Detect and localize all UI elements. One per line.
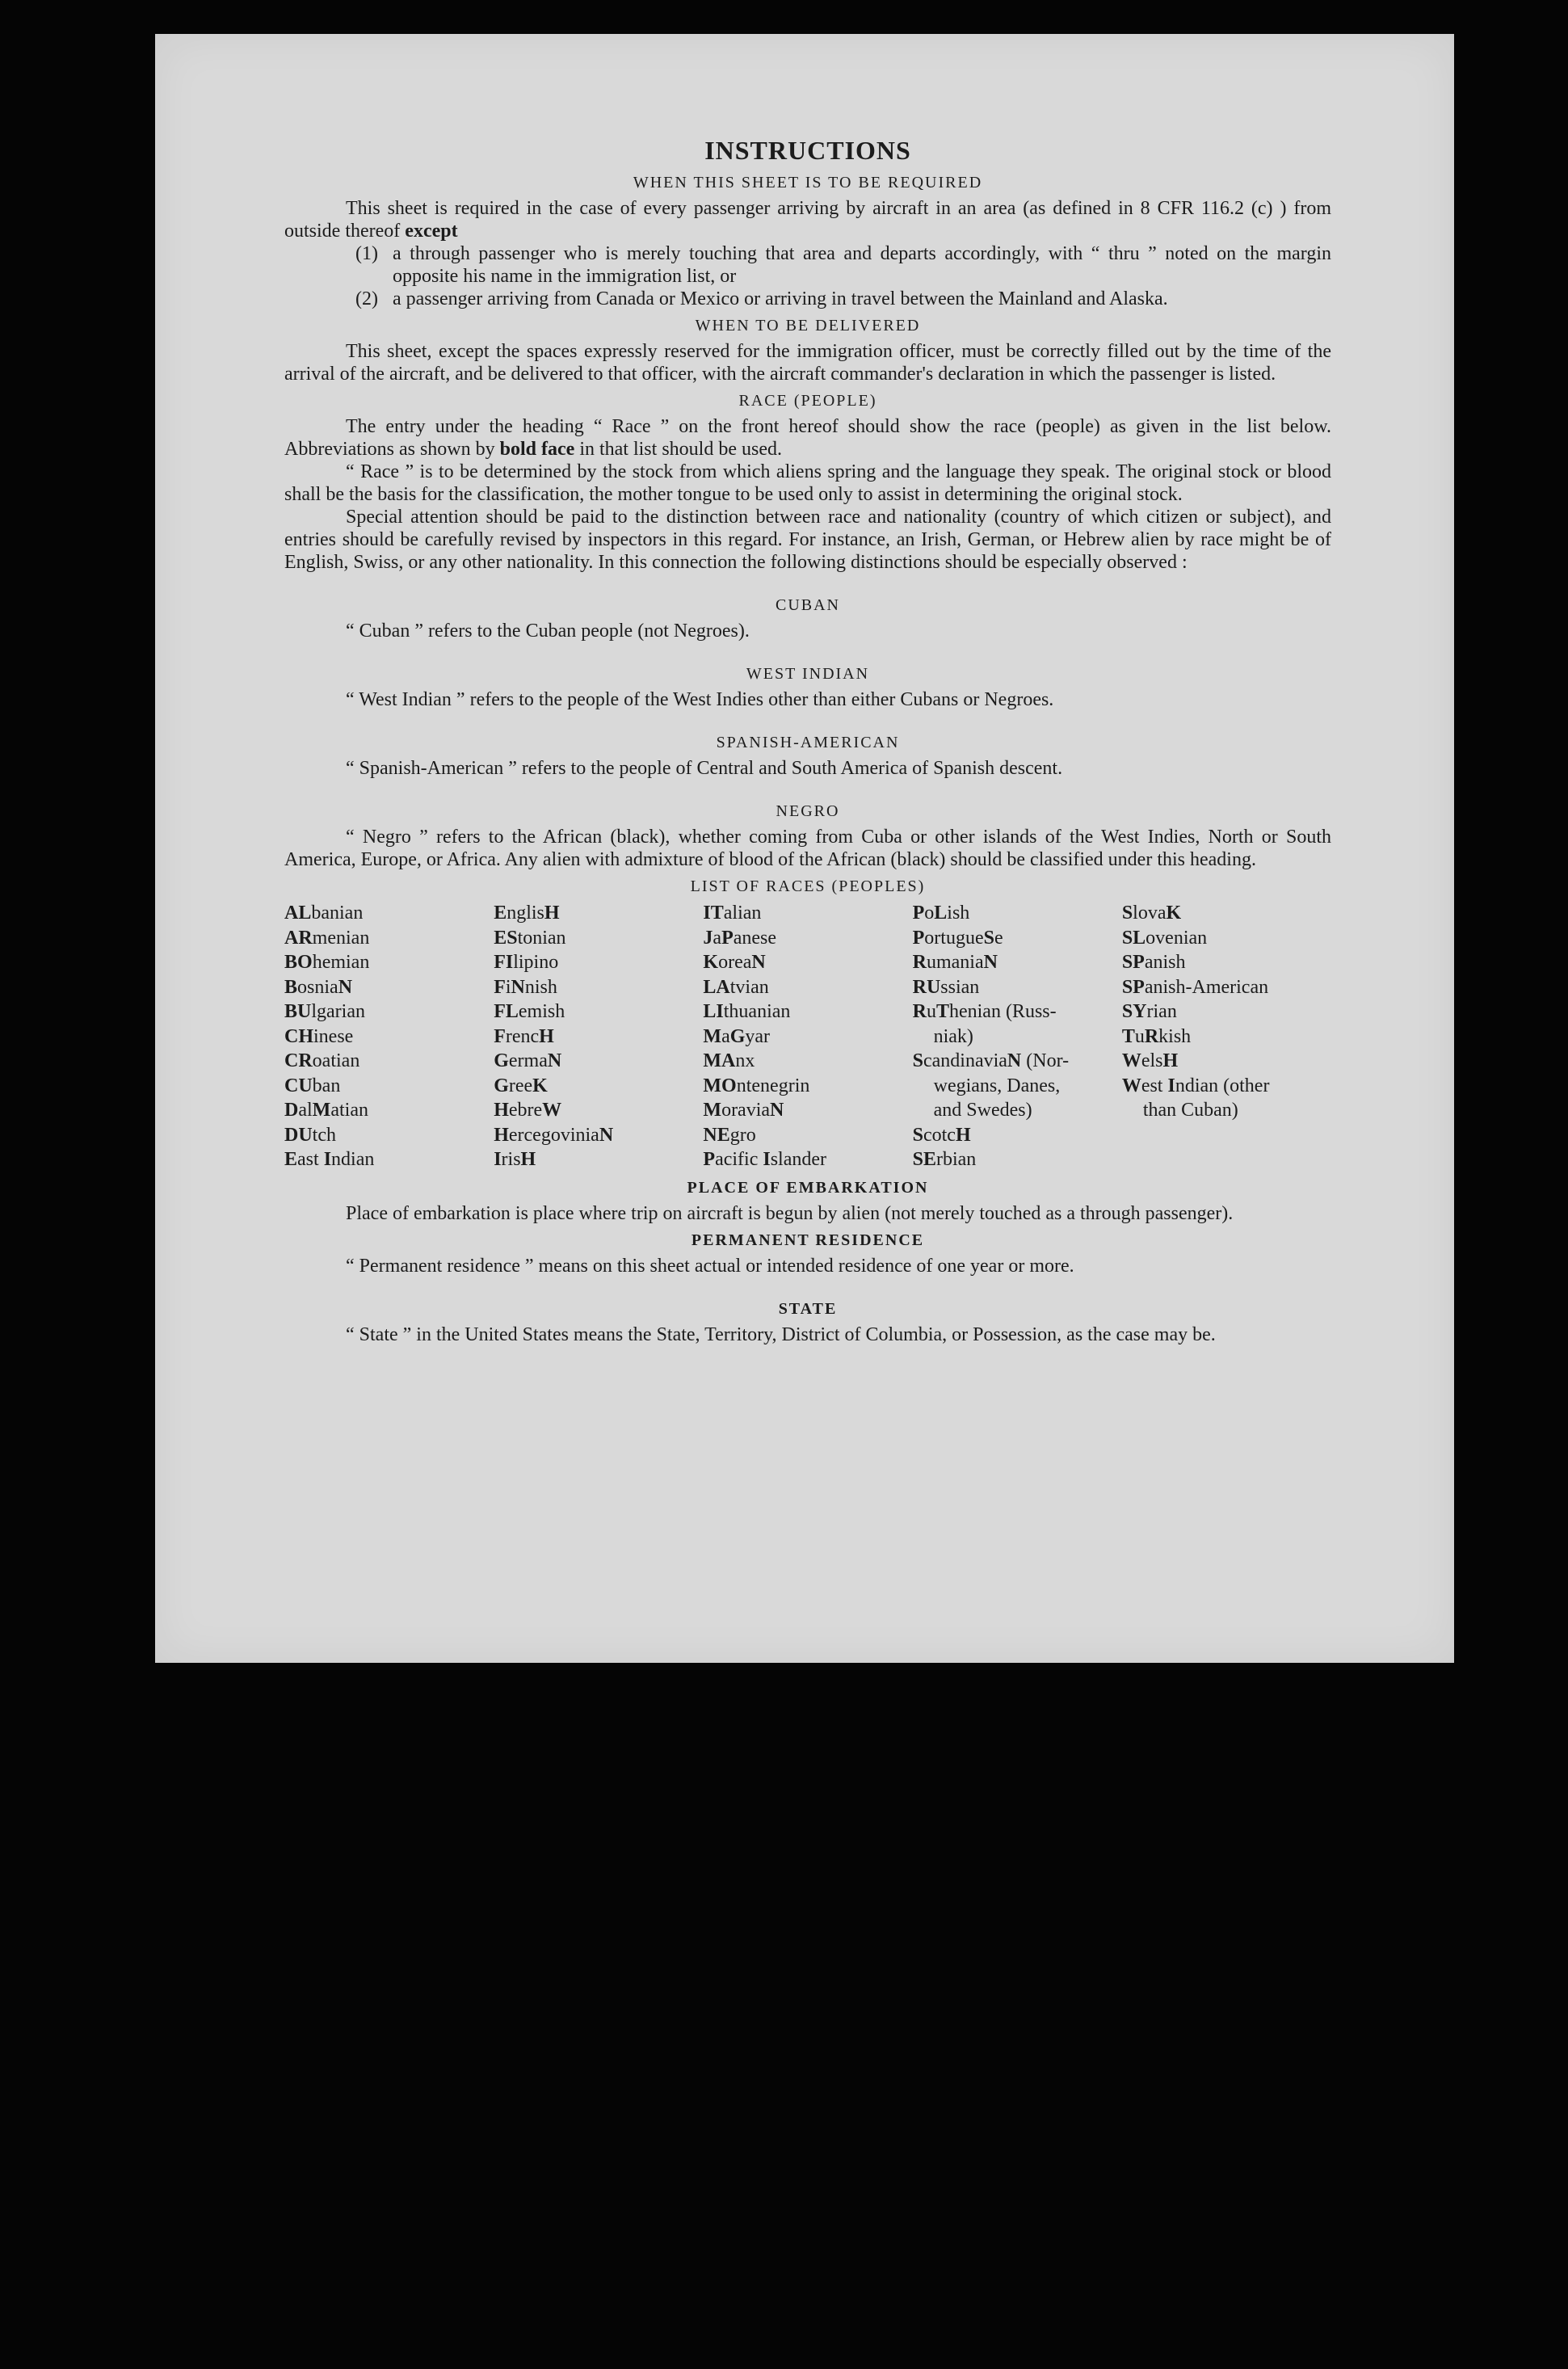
race-abbrev-letters: FI (494, 952, 514, 973)
race-entry (1122, 999, 1331, 1025)
race-abbrev-letters: I (323, 1149, 332, 1170)
race-abbrev-letters: S (912, 1124, 923, 1146)
race-entry (494, 999, 703, 1025)
race-abbrev-letters: T (935, 1001, 949, 1022)
race-entry (284, 1098, 494, 1123)
race-name-part: umania (926, 952, 984, 973)
race-continuation: and Swedes) (933, 1100, 1032, 1121)
race-name-part: est (1141, 1075, 1168, 1096)
race-name-part: e (994, 927, 1003, 949)
race-name-part: oravia (721, 1100, 771, 1121)
race-name-part: rbian (935, 1149, 977, 1170)
race-name-part: kish (1158, 1025, 1192, 1047)
race-abbrev-letters: H (494, 1100, 509, 1121)
race-abbrev-letters: SP (1121, 976, 1145, 998)
race-entry (913, 975, 1122, 1000)
race-p1-b: in that list should be used. (579, 439, 782, 460)
race-abbrev-letters: I (1167, 1075, 1175, 1096)
race-entry (494, 1049, 703, 1074)
race-name-part: candinavia (923, 1050, 1007, 1071)
spanish-american-text: “ Spanish-American ” refers to the people of Central and South America of Spanish descent. (346, 758, 1063, 779)
race-entry (703, 1074, 912, 1099)
race-name-part: hemian (312, 952, 370, 973)
race-abbrev-letters: M (703, 1100, 722, 1121)
heading-required: WHEN THIS SHEET IS TO BE REQUIRED (633, 174, 983, 191)
race-entry (494, 1074, 703, 1099)
race-p1-a: The entry under the heading “ Race ” on the front hereof should show the race (people) as given in the list below. Abbreviations as shown by (284, 416, 1331, 460)
race-entry (284, 1074, 494, 1099)
race-abbrev-letters: BU (284, 1001, 312, 1022)
race-abbrev-letters: NE (703, 1124, 730, 1146)
race-name-part: u (926, 1001, 936, 1022)
race-abbrev-letters: H (955, 1124, 971, 1146)
race-name-part: ast (297, 1149, 324, 1170)
race-entry (1122, 926, 1331, 951)
race-abbrev-letters: H (494, 1124, 509, 1146)
race-name-part: menian (312, 927, 370, 949)
race-abbrev-letters: DU (284, 1124, 313, 1146)
races-column-3 (703, 901, 912, 1172)
race-entry (1122, 1049, 1331, 1074)
race-abbrev-letters: F (494, 976, 506, 998)
race-entry (1122, 901, 1331, 926)
race-name-part: ree (508, 1075, 533, 1096)
race-entry (913, 1049, 1122, 1074)
race-abbrev-letters: N (751, 952, 766, 973)
race-entry (913, 1147, 1122, 1172)
race-name-part: a (721, 1025, 730, 1047)
race-name-part: lova (1133, 903, 1167, 924)
race-name-part: ssian (940, 976, 980, 998)
race-name-part: nish (524, 976, 557, 998)
race-name-part: slander (770, 1149, 827, 1170)
race-entry (284, 1049, 494, 1074)
race-abbrev-letters: M (312, 1100, 331, 1121)
race-abbrev-letters: CR (284, 1050, 313, 1071)
race-entry (703, 1098, 912, 1123)
race-name-part: anese (733, 927, 777, 949)
race-name-part: orea (718, 952, 752, 973)
document-sheet (155, 34, 1454, 1663)
race-entry (913, 926, 1122, 951)
race-abbrev-letters: LI (703, 1001, 724, 1022)
race-name-part: ntenegrin (736, 1075, 810, 1096)
race-name-part: ris (501, 1149, 521, 1170)
cuban-text: “ Cuban ” refers to the Cuban people (not Negroes). (346, 621, 750, 642)
race-abbrev-letters: K (1166, 903, 1182, 924)
race-abbrev-letters: R (912, 952, 927, 973)
heading-negro: NEGRO (776, 802, 840, 820)
race-abbrev-letters: G (494, 1050, 509, 1071)
race-entry (494, 926, 703, 951)
race-entry (913, 1074, 1122, 1099)
race-abbrev-letters: J (703, 927, 713, 949)
race-abbrev-letters: S (912, 1050, 923, 1071)
race-abbrev-letters: L (934, 903, 948, 924)
races-column-4 (913, 901, 1122, 1172)
delivered-text: This sheet, except the spaces expressly reserved for the immigration officer, must be correctly filled out by the time of the arrival of the aircraft, and be delivered to that officer, with the aircraft commander's declaration in which the passenger is listed. (284, 341, 1331, 385)
race-abbrev-letters: S (983, 927, 994, 949)
race-entry (494, 1098, 703, 1123)
race-abbrev-letters: CU (284, 1075, 313, 1096)
item-number: (1) (355, 243, 378, 264)
race-abbrev-letters: P (703, 1149, 716, 1170)
race-entry (913, 901, 1122, 926)
embarkation-text: Place of embarkation is place where trip on aircraft is begun by alien (not merely touched as a through passenger). (346, 1202, 1234, 1224)
race-name-part: els (1141, 1050, 1163, 1071)
races-column-2 (494, 901, 703, 1172)
heading-west-indian: WEST INDIAN (746, 665, 870, 683)
race-abbrev-letters: N (338, 976, 353, 998)
heading-cuban: CUBAN (775, 596, 840, 614)
race-abbrev-letters: N (599, 1124, 614, 1146)
heading-embarkation: PLACE OF EMBARKATION (687, 1178, 929, 1197)
race-abbrev-letters: SL (1121, 927, 1146, 949)
race-abbrev-letters: M (703, 1025, 722, 1047)
race-abbrev-letters: R (912, 1001, 927, 1022)
race-abbrev-letters: SY (1121, 1001, 1147, 1022)
race-name-part: u (1134, 1025, 1145, 1047)
instructions-content (284, 136, 1331, 1346)
required-item-2 (284, 288, 1331, 310)
heading-delivered: WHEN TO BE DELIVERED (695, 317, 921, 335)
race-entry (703, 950, 912, 975)
race-name-part: rian (1146, 1001, 1177, 1022)
race-entry (494, 950, 703, 975)
races-column-1 (284, 901, 494, 1172)
race-name-part: ebre (508, 1100, 543, 1121)
race-name-part: (Nor- (1021, 1050, 1070, 1071)
race-abbrev-letters: P (912, 903, 925, 924)
race-name-part: alian (723, 903, 762, 924)
race-name-part: ortugue (924, 927, 984, 949)
race-entry (284, 901, 494, 926)
race-abbrev-letters: K (532, 1075, 548, 1096)
item-text: a through passenger who is merely touching that area and departs accordingly, with “ thru ” noted on the margin opposite his name in the immigration list, or (393, 243, 1331, 287)
race-abbrev-letters: MA (703, 1050, 736, 1071)
race-abbrev-letters: AL (284, 903, 312, 924)
residence-text: “ Permanent residence ” means on this sheet actual or intended residence of one year or more. (346, 1255, 1074, 1277)
race-name-part: ban (312, 1075, 341, 1096)
race-abbrev-letters: ES (494, 927, 518, 949)
race-paragraph-3: Special attention should be paid to the distinction between race and nationality (country of which citizen or subject), and entries should be carefully revised by inspectors in this regard. For instance, an Irish, German, or Hebrew alien by race might be of English, Swiss, or any other nationality. In this connection the following distinctions should be especially observed : (284, 507, 1331, 573)
race-abbrev-letters: E (284, 1149, 298, 1170)
race-p1-bold: bold face (499, 439, 575, 460)
race-continuation: than Cuban) (1142, 1100, 1238, 1121)
race-abbrev-letters: E (494, 903, 507, 924)
race-name-part: nx (735, 1050, 755, 1071)
race-entry (1122, 1025, 1331, 1050)
race-entry (494, 975, 703, 1000)
race-abbrev-letters: W (1121, 1050, 1141, 1071)
race-entry (703, 975, 912, 1000)
race-abbrev-letters: N (547, 1050, 562, 1071)
race-entry (913, 1098, 1122, 1123)
race-name-part: erma (508, 1050, 548, 1071)
race-abbrev-letters: CH (284, 1025, 313, 1047)
race-name-part: ish (947, 903, 970, 924)
race-name-part: anish-American (1144, 976, 1269, 998)
race-entry (913, 999, 1122, 1025)
race-abbrev-letters: BO (284, 952, 313, 973)
race-name-part: oatian (312, 1050, 360, 1071)
required-item-1 (284, 242, 1331, 288)
race-name-part: al (298, 1100, 313, 1121)
race-name-part: ercegovinia (508, 1124, 599, 1146)
race-abbrev-letters: AR (284, 927, 313, 949)
race-abbrev-letters: G (494, 1075, 509, 1096)
races-list (284, 901, 1331, 1172)
race-entry (284, 1147, 494, 1172)
race-name-part: acific (715, 1149, 763, 1170)
race-entry (1122, 1074, 1331, 1099)
race-name-part: nglis (507, 903, 544, 924)
race-name-part: tch (312, 1124, 336, 1146)
race-name-part: ndian (331, 1149, 375, 1170)
race-abbrev-letters: N (983, 952, 998, 973)
race-abbrev-letters: R (1144, 1025, 1159, 1047)
race-entry (284, 1025, 494, 1050)
page-title: INSTRUCTIONS (704, 136, 911, 165)
race-entry (284, 926, 494, 951)
race-name-part: yar (745, 1025, 771, 1047)
race-entry (1122, 950, 1331, 975)
race-name-part: a (713, 927, 722, 949)
race-abbrev-letters: D (284, 1100, 299, 1121)
race-entry (913, 1123, 1122, 1148)
race-abbrev-letters: F (494, 1025, 506, 1047)
west-indian-text: “ West Indian ” refers to the people of the West Indies other than either Cubans or Negroes. (346, 689, 1054, 710)
race-entry (703, 901, 912, 926)
item-number: (2) (355, 288, 378, 309)
race-name-part: ndian (other (1175, 1075, 1270, 1096)
race-abbrev-letters: K (703, 952, 719, 973)
race-paragraph-2: “ Race ” is to be determined by the stock from which aliens spring and the language they speak. The original stock or blood shall be the basis for the classification, the mother tongue to be used only to assist in determining the original stock. (284, 461, 1331, 505)
heading-list-of-races: LIST OF RACES (PEOPLES) (690, 877, 926, 895)
race-entry (703, 999, 912, 1025)
heading-state: STATE (778, 1299, 838, 1318)
race-name-part: lgarian (311, 1001, 365, 1022)
race-entry (703, 1049, 912, 1074)
race-name-part: tvian (729, 976, 769, 998)
required-intro-text: This sheet is required in the case of every passenger arriving by aircraft in an area (as defined in 8 CFR 116.2 (c) ) from outside thereof (284, 198, 1331, 242)
race-name-part: inese (313, 1025, 354, 1047)
race-abbrev-letters: P (721, 927, 734, 949)
race-abbrev-letters: RU (912, 976, 941, 998)
race-abbrev-letters: MO (703, 1075, 737, 1096)
race-entry (284, 999, 494, 1025)
race-entry (1122, 975, 1331, 1000)
negro-text: “ Negro ” refers to the African (black), whether coming from Cuba or other islands of the West Indies, North or South America, Europe, or Africa. Any alien with admixture of blood of the African (black) should be classified under this heading. (284, 827, 1331, 870)
race-entry (494, 1025, 703, 1050)
race-name-part: cotc (923, 1124, 956, 1146)
race-abbrev-letters: I (494, 1149, 502, 1170)
race-name-part: emish (518, 1001, 565, 1022)
race-abbrev-letters: H (539, 1025, 554, 1047)
required-intro-bold: except (405, 221, 458, 242)
race-abbrev-letters: N (1007, 1050, 1022, 1071)
race-name-part: atian (330, 1100, 368, 1121)
race-entry (494, 901, 703, 926)
race-name-part: osnia (297, 976, 338, 998)
race-name-part: thuanian (723, 1001, 791, 1022)
race-abbrev-letters: SP (1121, 952, 1145, 973)
race-entry (703, 926, 912, 951)
race-entry (1122, 1098, 1331, 1123)
race-name-part: i (505, 976, 511, 998)
race-abbrev-letters: N (770, 1100, 784, 1121)
race-entry (703, 1123, 912, 1148)
race-abbrev-letters: I (763, 1149, 771, 1170)
race-name-part: henian (Russ- (948, 1001, 1057, 1022)
race-name-part: gro (729, 1124, 756, 1146)
race-abbrev-letters: IT (703, 903, 724, 924)
race-abbrev-letters: G (729, 1025, 746, 1047)
race-entry (703, 1147, 912, 1172)
heading-race: RACE (PEOPLE) (738, 392, 877, 410)
race-name-part: anish (1144, 952, 1186, 973)
state-text: “ State ” in the United States means the State, Territory, District of Columbia, or Possession, as the case may be. (346, 1323, 1216, 1345)
race-name-part: tonian (517, 927, 566, 949)
race-abbrev-letters: P (912, 927, 925, 949)
heading-spanish-american: SPANISH-AMERICAN (716, 734, 900, 751)
race-paragraph-1 (284, 415, 1331, 461)
race-entry (494, 1123, 703, 1148)
race-name-part: banian (311, 903, 364, 924)
race-abbrev-letters: W (1121, 1075, 1141, 1096)
required-intro (284, 197, 1331, 242)
race-entry (913, 1025, 1122, 1050)
item-text: a passenger arriving from Canada or Mexico or arriving in travel between the Mainland and Alaska. (393, 288, 1168, 309)
race-entry (284, 1123, 494, 1148)
race-entry (284, 975, 494, 1000)
race-continuation: niak) (933, 1025, 973, 1047)
race-name-part: ovenian (1146, 927, 1208, 949)
race-abbrev-letters: B (284, 976, 298, 998)
race-entry (494, 1147, 703, 1172)
race-abbrev-letters: H (544, 903, 560, 924)
race-abbrev-letters: H (1162, 1050, 1179, 1071)
heading-residence: PERMANENT RESIDENCE (691, 1231, 925, 1249)
race-abbrev-letters: T (1121, 1025, 1135, 1047)
race-entry (913, 950, 1122, 975)
race-continuation: wegians, Danes, (933, 1075, 1061, 1096)
race-name-part: lipino (513, 952, 559, 973)
race-entry (703, 1025, 912, 1050)
race-abbrev-letters: FL (494, 1001, 519, 1022)
race-abbrev-letters: SE (912, 1149, 936, 1170)
race-abbrev-letters: W (542, 1100, 562, 1121)
race-abbrev-letters: H (520, 1149, 536, 1170)
race-name-part: o (924, 903, 935, 924)
race-abbrev-letters: LA (703, 976, 730, 998)
races-column-5 (1122, 901, 1331, 1172)
race-abbrev-letters: N (511, 976, 525, 998)
race-name-part: renc (505, 1025, 540, 1047)
race-entry (284, 950, 494, 975)
race-abbrev-letters: S (1121, 903, 1133, 924)
